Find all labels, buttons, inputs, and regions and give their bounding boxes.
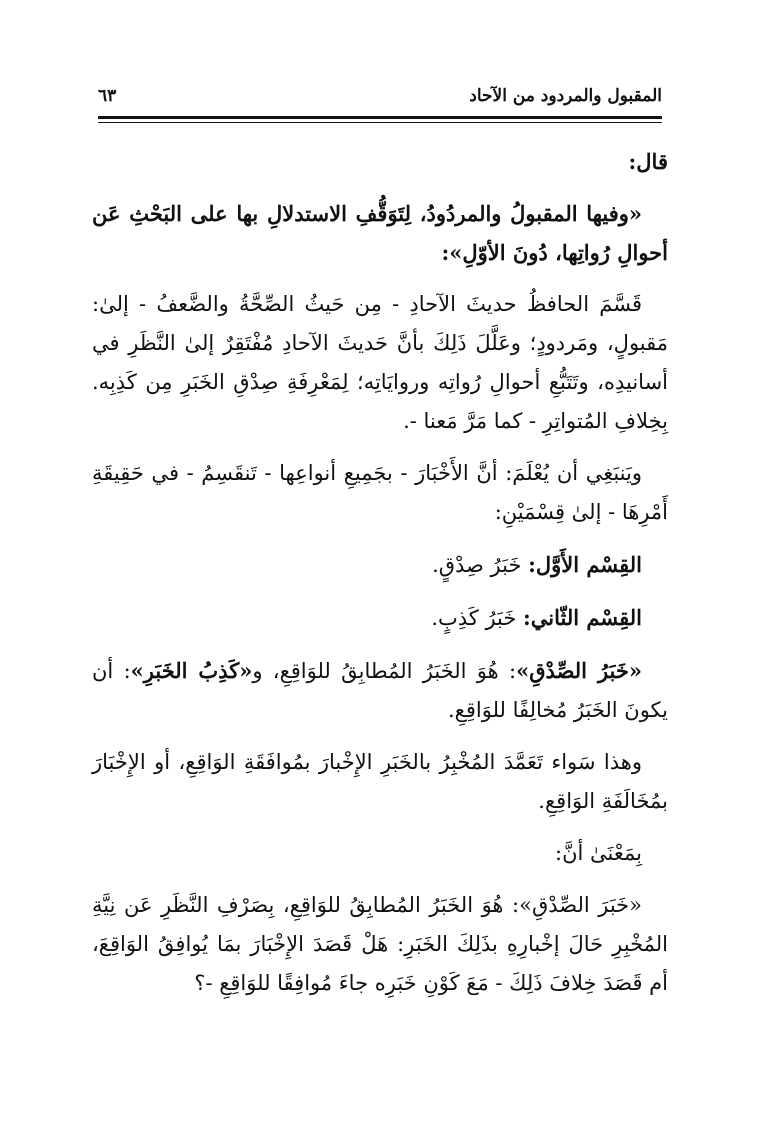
paragraph-intent: وهذا سَواء تَعَمَّدَ المُخْبِرُ بالخَبَرِ الإِخْبارَ بمُوافَقَةِ الوَاقِعِ، أو الإِخْبَارَ بمُخَالَفَةِ الوَاقِعِ. [92, 750, 668, 813]
page-header [98, 84, 662, 108]
header-rule-thick [98, 116, 662, 119]
paragraph-explanation: «خَبَرَ الصِّدْقِ»: هُوَ الخَبَرُ المُطابِقُ للوَاقِعِ، بِصَرْفِ النَّظَرِ عَن نِيَّةِ المُخْبِرِ حَالَ إخْبارِهِ بذَلِكَ الخَبَرِ: هَلْ قَصَدَ الإِخْبَارَ بمَا يُوافِقُ الوَاقِعَ، أم قَصَدَ خِلافَ ذَلِكَ - مَعَ كَوْنِ خَبَرِه جاءَ مُوافِقًا للوَاقِعِ -؟ [92, 893, 668, 995]
paragraph-quoted-text: «وفيها المقبولُ والمردُودُ، لِتَوَقُّفِ الاستدلالِ بها على البَحْثِ عَن أحوالِ رُواتِها، دُونَ الأوّلِ»: [92, 201, 668, 265]
page-number: ٦٣ [98, 86, 117, 106]
term-truthful-report: «خَبَرُ الصِّدْقِ» [516, 658, 642, 683]
paragraph-first-section [92, 545, 668, 585]
paragraph-second-section [92, 598, 668, 638]
running-title: المقبول والمردود من الآحاد [469, 86, 662, 106]
first-section-label: القِسْم الأَوَّل: [528, 552, 642, 577]
paragraph-division: ويَنبَغِي أن يُعْلَمَ: أنَّ الأَخْبَارَ - بجَمِيعِ أنواعِها - تَنقَسِمُ - في حَقِيقَةِ أَمْرِهَا - إلىٰ قِسْمَيْنِ: [92, 461, 668, 524]
paragraph-meaning: بِمَعْنَىٰ أنَّ: [555, 841, 642, 865]
first-section-text: خَبَرُ صِدْقٍ. [432, 553, 522, 577]
paragraph-heading-qala: قال: [628, 149, 668, 174]
second-section-label: القِسْم الثّاني: [523, 605, 642, 630]
page-body [92, 142, 668, 1016]
header-rule-thin [98, 122, 662, 123]
definition-truthful-report: : هُوَ الخَبَرُ المُطابِقُ للوَاقِعِ، و [252, 659, 517, 683]
paragraph-commentary: قَسَّمَ الحافظُ حديثَ الآحادِ - مِن حَيثُ الصِّحَّةُ والضَّعفُ - إلىٰ: مَقبولٍ، ومَردودٍ؛ وعَلَّلَ ذَلِكَ بأنَّ حَديثَ الآحادِ مُفْتَقِرٌ إلىٰ النَّظَرِ في أسانيدِه، وتَتَبُّعِ أحوالِ رُواتِه وروايَاتِه؛ لِمَعْرِفَةِ صِدْقِ الخَبَرِ مِن كَذِبِه. بِخِلافِ المُتواتِرِ - كما مَرَّ مَعنا -. [92, 292, 668, 433]
paragraph-definitions [92, 651, 668, 730]
definition-false-report: : أن يكونَ الخَبَرُ مُخالِفًا للوَاقِعِ. [92, 659, 668, 722]
second-section-text: خَبَرُ كَذِبٍ. [431, 606, 517, 630]
term-false-report: «كَذِبُ الخَبَرِ» [130, 658, 253, 683]
